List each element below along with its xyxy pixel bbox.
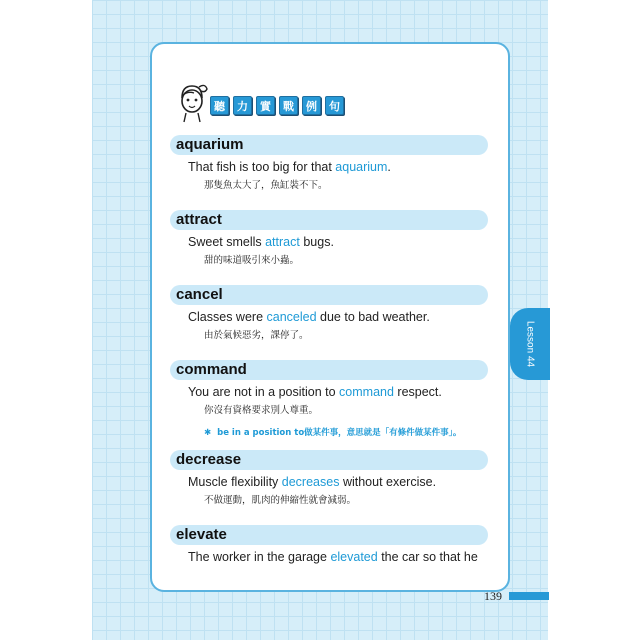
highlighted-word: aquarium xyxy=(335,160,388,174)
example-sentence xyxy=(188,474,488,491)
sentence-text: You are not in a position to xyxy=(188,385,340,399)
title-char: 句 xyxy=(325,96,344,115)
entry-aquarium xyxy=(170,135,488,193)
word-heading: aquarium xyxy=(170,135,488,155)
chinese-translation: 你沒有資格要求別人尊重。 xyxy=(204,405,319,416)
sentence-text: Muscle flexibility xyxy=(188,475,282,489)
note-text: be in a position to做某件事，意思就是「有條件做某件事」。 xyxy=(217,428,462,438)
entry-command xyxy=(170,360,488,438)
chinese-translation: 那隻魚太大了，魚缸裝不下。 xyxy=(204,180,328,191)
lesson-tab xyxy=(510,308,550,380)
example-sentence xyxy=(188,384,488,401)
sentence-text: . xyxy=(387,160,391,174)
word-heading: attract xyxy=(170,210,488,230)
page-number: 139 xyxy=(484,589,502,603)
highlighted-word: decreases xyxy=(281,475,340,489)
entry-decrease xyxy=(170,450,488,508)
entry-cancel xyxy=(170,285,488,343)
sentence-text: without exercise. xyxy=(339,475,437,489)
example-sentence xyxy=(188,309,488,326)
highlighted-word: command xyxy=(339,385,394,399)
word-heading: decrease xyxy=(170,450,488,470)
sentence-text: The worker in the garage xyxy=(188,550,331,564)
highlighted-word: canceled xyxy=(266,310,317,324)
sentence-text: respect. xyxy=(393,385,442,399)
title-char: 力 xyxy=(233,96,252,115)
section-title xyxy=(210,96,344,115)
entry-elevate xyxy=(170,525,488,566)
highlighted-word: attract xyxy=(265,235,300,249)
sentence-text: the car so that he xyxy=(377,550,478,564)
star-icon: ✱ xyxy=(204,428,212,438)
example-sentence xyxy=(188,234,488,251)
example-sentence xyxy=(188,159,488,176)
entry-attract xyxy=(170,210,488,268)
girl-mascot-icon xyxy=(172,80,212,124)
sentence-text: Sweet smells xyxy=(188,235,266,249)
title-char: 例 xyxy=(302,96,321,115)
title-char: 戰 xyxy=(279,96,298,115)
sentence-text: Classes were xyxy=(188,310,267,324)
word-heading: cancel xyxy=(170,285,488,305)
sentence-text: That fish is too big for that xyxy=(188,160,336,174)
usage-note xyxy=(204,426,488,438)
chinese-translation: 由於氣候惡劣，課停了。 xyxy=(204,330,309,341)
vocabulary-entries xyxy=(170,135,488,566)
page-number-bar xyxy=(509,592,549,600)
word-heading: elevate xyxy=(170,525,488,545)
sentence-text: bugs. xyxy=(299,235,334,249)
example-sentence xyxy=(188,549,488,566)
sentence-text: due to bad weather. xyxy=(316,310,430,324)
title-char: 實 xyxy=(256,96,275,115)
chinese-translation: 不做運動，肌肉的伸縮性就會減弱。 xyxy=(204,495,357,506)
highlighted-word: elevated xyxy=(330,550,378,564)
lesson-tab-label: Lesson 44 xyxy=(524,320,536,368)
word-heading: command xyxy=(170,360,488,380)
chinese-translation: 甜的味道吸引來小蟲。 xyxy=(204,255,300,266)
title-char: 聽 xyxy=(210,96,229,115)
